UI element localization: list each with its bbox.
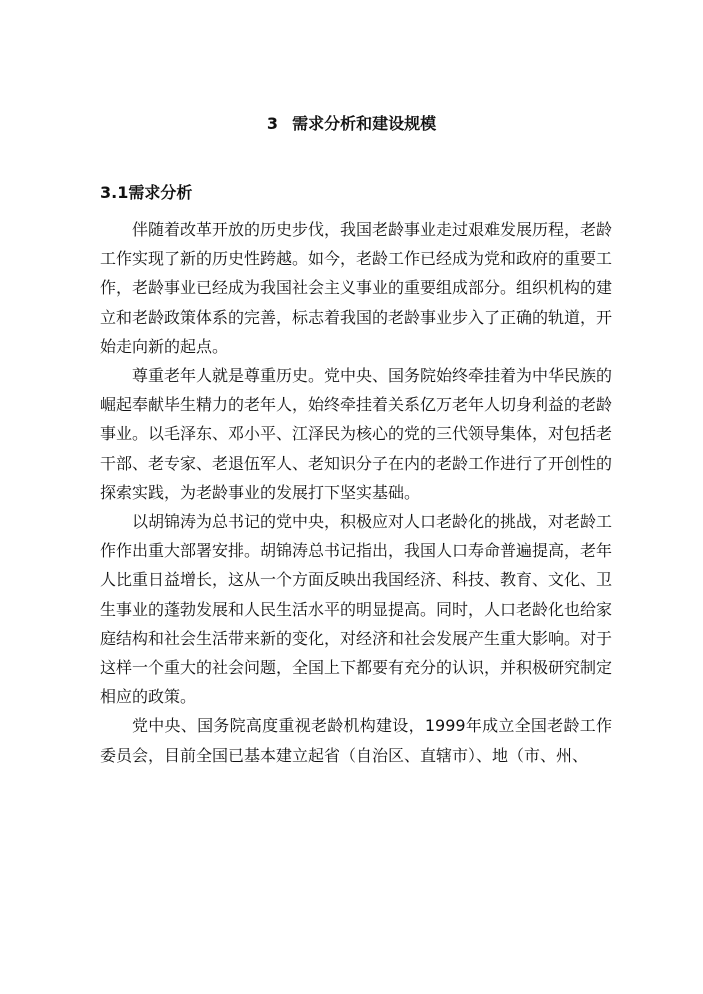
chapter-number: 3 (266, 114, 279, 133)
paragraph-4: 党中央、国务院高度重视老龄机构建设，1999年成立全国老龄工作委员会，目前全国已基本建立起省（自治区、直辖市）、地（市、州、 (100, 716, 612, 765)
section-title: 3.1需求分析 (100, 183, 193, 202)
chapter-title (0, 114, 703, 134)
body-text (100, 215, 612, 770)
paragraph-3: 以胡锦涛为总书记的党中央，积极应对人口老龄化的挑战，对老龄工作作出重大部署安排。胡锦涛总书记指出，我国人口寿命普遍提高，老年人比重日益增长，这从一个方面反映出我国经济、科技、教育、文化、卫生事业的蓬勃发展和人民生活水平的明显提高。同时，人口老龄化也给家庭结构和社会生活带来新的变化，对经济和社会发展产生重大影响。对于这样一个重大的社会问题，全国上下都要有充分的认识，并积极研究制定相应的政策。 (100, 512, 613, 707)
paragraph-1: 伴随着改革开放的历史步伐，我国老龄事业走过艰难发展历程，老龄工作实现了新的历史性跨越。如今，老龄工作已经成为党和政府的重要工作，老龄事业已经成为我国社会主义事业的重要组成部分。组织机构的建立和老龄政策体系的完善，标志着我国的老龄事业步入了正确的轨道，开始走向新的起点。 (100, 220, 613, 356)
chapter-title-text: 需求分析和建设规模 (292, 114, 437, 133)
paragraph-2: 尊重老年人就是尊重历史。党中央、国务院始终牵挂着为中华民族的崛起奉献毕生精力的老年人，始终牵挂着关系亿万老年人切身利益的老龄事业。以毛泽东、邓小平、江泽民为核心的党的三代领导集体，对包括老干部、老专家、老退伍军人、老知识分子在内的老龄工作进行了开创性的探索实践，为老龄事业的发展打下坚实基础。 (100, 366, 613, 502)
